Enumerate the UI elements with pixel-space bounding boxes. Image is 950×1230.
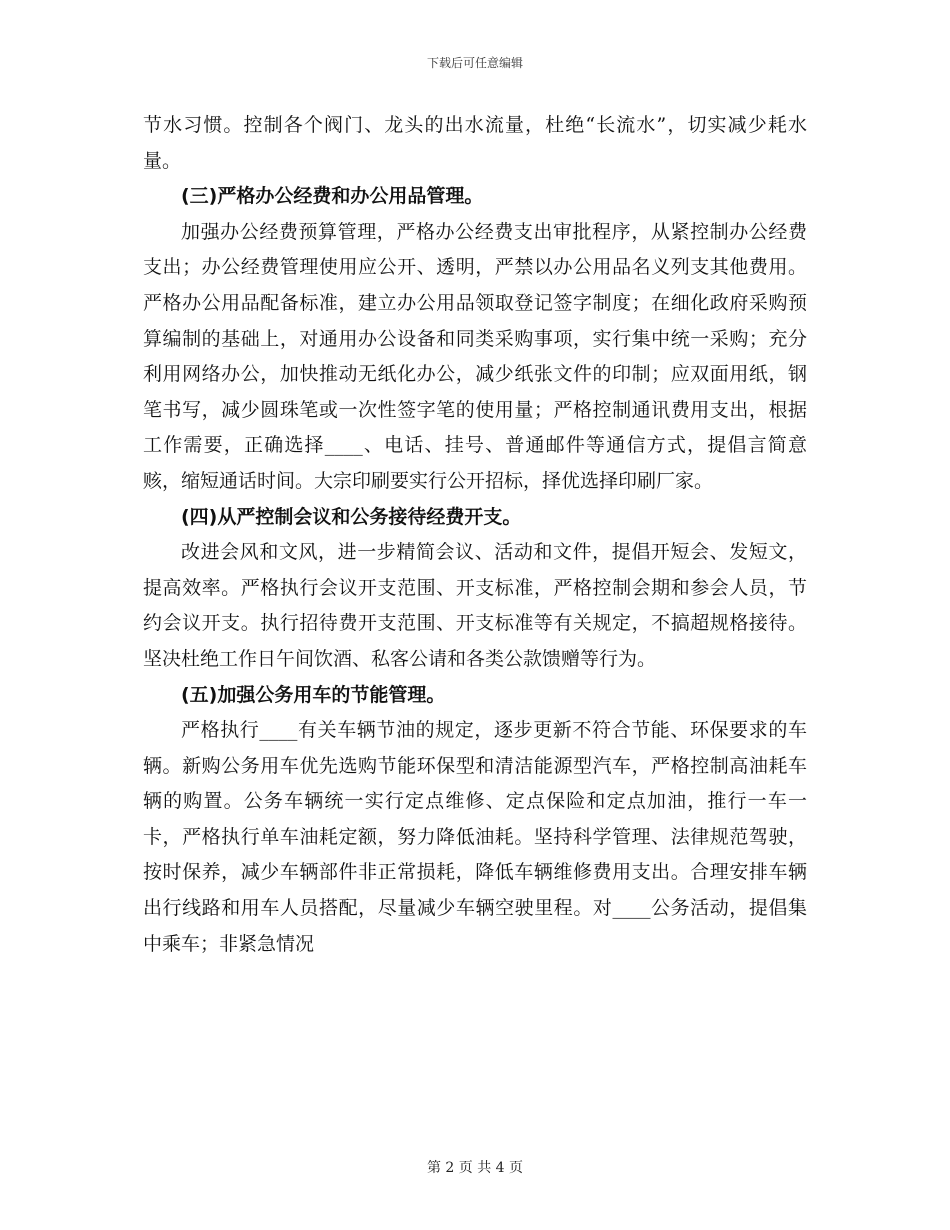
document-body	[143, 108, 807, 962]
paragraph-vehicles: 严格执行____有关车辆节油的规定，逐步更新不符合节能、环保要求的车辆。新购公务用车优先选购节能环保型和清洁能源型汽车，严格控制高油耗车辆的购置。公务车辆统一实行定点维修、定点保险和定点加油，推行一车一卡，严格执行单车油耗定额，努力降低油耗。坚持科学管理、法律规范驾驶，按时保养，减少车辆部件非正常损耗，降低车辆维修费用支出。合理安排车辆出行线路和用车人员搭配，尽量减少车辆空驶里程。对____公务活动，提倡集中乘车；非紧急情况	[143, 719, 807, 955]
paragraph-continued: 节水习惯。控制各个阀门、龙头的出水流量，杜绝“长流水”，切实减少耗水量。	[143, 114, 807, 172]
page-header: 下载后可任意编辑	[426, 56, 523, 70]
paragraph-office-expenses: 加强办公经费预算管理，严格办公经费支出审批程序，从紧控制办公经费支出；办公经费管理使用应公开、透明，严禁以办公用品名义列支其他费用。严格办公用品配备标准，建立办公用品领取登记签字制度；在细化政府采购预算编制的基础上，对通用办公设备和同类采购事项，实行集中统一采购；充分利用网络办公，加快推动无纸化办公，减少纸张文件的印制；应双面用纸，钢笔书写，减少圆珠笔或一次性签字笔的使用量；严格控制通讯费用支出，根据工作需要，正确选择____、电话、挂号、普通邮件等通信方式，提倡言简意赅，缩短通话时间。大宗印刷要实行公开招标，择优选择印刷厂家。	[143, 220, 807, 492]
section-heading-3: (三)严格办公经费和办公用品管理。	[181, 185, 484, 208]
page-number: 第 2 页 共 4 页	[426, 1160, 524, 1176]
section-heading-4: (四)从严控制会议和公务接待经费开支。	[181, 505, 522, 528]
paragraph-meetings: 改进会风和文风，进一步精简会议、活动和文件，提倡开短会、发短文，提高效率。严格执行会议开支范围、开支标准，严格控制会期和参会人员，节约会议开支。执行招待费开支范围、开支标准等有关规定，不搞超规格接待。坚决杜绝工作日午间饮酒、私客公请和各类公款馈赠等行为。	[143, 541, 807, 670]
section-heading-5: (五)加强公务用车的节能管理。	[181, 683, 446, 706]
